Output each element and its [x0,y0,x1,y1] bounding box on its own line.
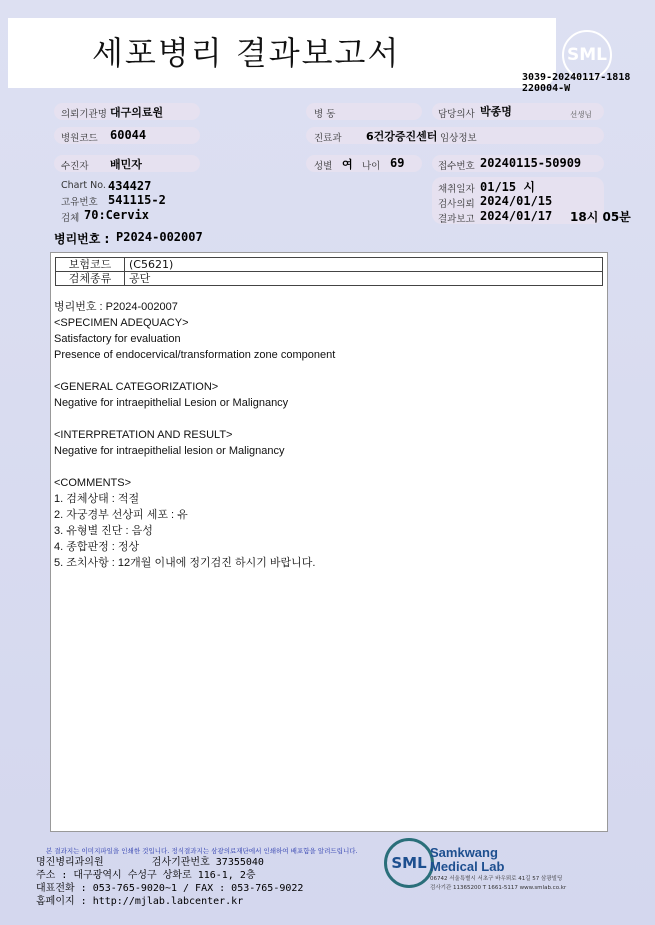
lab-address: 06742 서울특별시 서초구 바우뫼로 41길 57 삼광빌딩 검사기관 11365200 T 1661-5117 www.smlab.co.kr [430,876,567,891]
report-line: <INTERPRETATION AND RESULT> [54,429,233,441]
specimen-type-value: 공단 [125,272,603,286]
clinic-homepage[interactable]: 홈페이지 : http://mjlab.labcenter.kr [36,896,244,907]
sml-logo-icon: SML [562,30,612,80]
ward-label: 병 동 [314,109,336,120]
report-line [54,411,335,427]
insurance-code-value: (C5621) [125,258,603,272]
doctor-suffix: 선생님 [570,110,592,119]
patient-label: 수진자 [61,161,89,172]
footer-notice: 본 결과지는 이미지파일을 인쇄한 것입니다. 정식결과지는 삼광의료재단에서 인쇄하여 배포함을 알려드립니다. [46,847,358,855]
doctor-value: 박종명 [480,105,512,118]
clinic-phone: 대표전화 : 053-765-9020~1 / FAX : 053-765-9022 [36,883,304,894]
report-text [54,299,335,571]
report-line: <COMMENTS> [54,477,132,489]
insurance-code-label: 보험코드 [56,258,125,272]
receipt-value: 20240115-50909 [480,156,582,170]
lab-name: Samkwang Medical Lab [430,845,505,874]
report-line: 병리번호 : P2024-002007 [54,301,178,313]
doctor-label: 담당의사 [438,109,475,120]
request-label: 검사의뢰 [438,199,475,210]
dept-value: 6건강증진센터 [366,130,438,143]
report-line: 5. 조치사항 : 12개월 이내에 정기검진 하시기 바랍니다. [54,557,316,569]
hospital-code-value: 60044 [110,128,147,142]
dept-label: 진료과 [314,133,342,144]
report-line: 1. 검체상태 : 적절 [54,493,140,505]
report-line: 2. 자궁경부 선상피 세포 : 유 [54,509,188,521]
samkwang-logo-icon: SML [384,838,434,888]
collect-label: 채취일자 [438,184,475,195]
specimen-label: 검체 [61,213,80,224]
path-no-label: 병리번호 : [54,232,110,246]
sex-label: 성별 [314,161,333,172]
report-line: <SPECIMEN ADEQUACY> [54,317,189,329]
request-value: 2024/01/15 [480,194,553,208]
table-row [56,258,603,272]
table-row [56,272,603,286]
result-time-value: 18시 05분 [570,210,631,224]
hospital-code-label: 병원코드 [61,133,98,144]
report-line: Presence of endocervical/transformation zone component [54,349,336,361]
report-body [50,252,608,832]
clinic-name: 명진병리과의원 [36,857,104,868]
report-line: 3. 유형별 진단 : 음성 [54,525,153,537]
age-value: 69 [390,156,405,170]
clinic-address: 주소 : 대구광역시 수성구 상화로 116-1, 2층 [36,870,256,881]
collect-value: 01/15 시 [480,180,535,194]
report-line [54,459,335,475]
path-no-value: P2024-002007 [116,230,203,244]
hospital-value: 대구의료원 [110,106,164,119]
hospital-label: 의뢰기관명 [61,109,107,120]
sex-value: 여 [342,158,353,171]
result-label: 결과보고 [438,214,475,225]
report-line: 4. 종합판정 : 정상 [54,541,140,553]
specimen-type-label: 검체종류 [56,272,125,286]
patient-value: 배민자 [110,158,142,171]
footer-info [36,856,303,908]
clinical-info-label: 임상정보 [440,133,477,144]
report-line: Satisfactory for evaluation [54,333,181,345]
report-code: 3039-20240117-1818 220004-W [522,72,631,94]
report-line [54,363,335,379]
chart-value: 434427 [108,179,152,193]
report-line: Negative for intraepithelial Lesion or Malignancy [54,397,289,409]
receipt-label: 접수번호 [438,161,475,172]
age-label: 나이 [362,161,381,172]
unique-label: 고유번호 [61,197,98,208]
page-title: 세포병리 결과보고서 [92,34,401,72]
unique-value: 541115-2 [108,193,166,207]
report-line: <GENERAL CATEGORIZATION> [54,381,219,393]
insurance-table [55,257,603,286]
chart-label: Chart No. [61,180,106,191]
report-line: Negative for intraepithelial lesion or Malignancy [54,445,285,457]
result-date-value: 2024/01/17 [480,209,553,223]
specimen-value: 70:Cervix [84,208,150,222]
clinic-reg-no: 검사기관번호 37355040 [151,857,264,868]
